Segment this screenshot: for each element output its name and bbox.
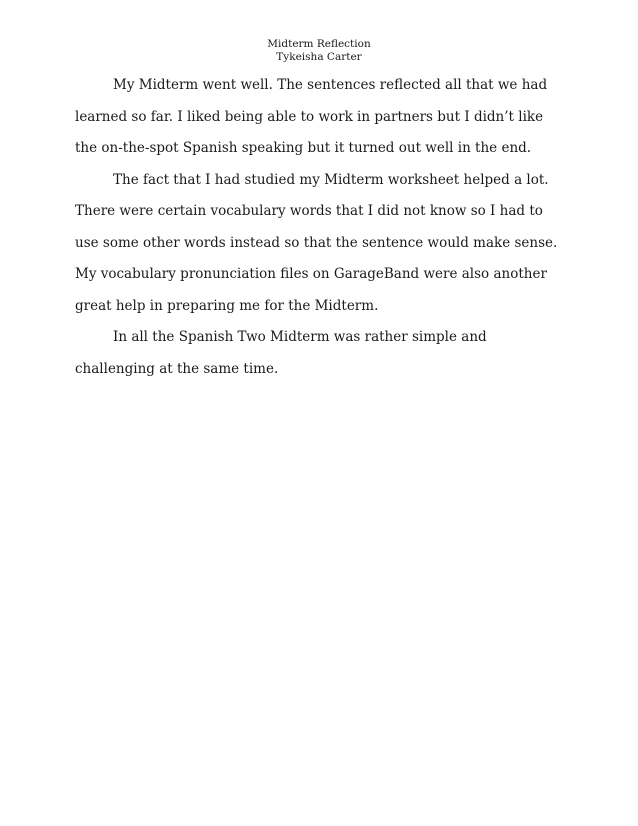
document-header	[0, 38, 638, 64]
document-author: Tykeisha Carter	[276, 51, 362, 63]
document-body	[75, 70, 565, 385]
paragraph-2: The fact that I had studied my Midterm worksheet helped a lot. There were certain vocabulary words that I did not know so I had to use some other words instead so that the sentence would make sense. My vocabulary pronunciation files on GarageBand were also another great help in preparing me for the Midterm.	[75, 171, 558, 314]
document-title: Midterm Reflection	[267, 38, 371, 50]
paragraph-1: My Midterm went well. The sentences reflected all that we had learned so far. I liked being able to work in partners but I didn’t like the on-the-spot Spanish speaking but it turned out well in the end.	[75, 77, 548, 156]
paragraph-3: In all the Spanish Two Midterm was rather simple and challenging at the same time.	[75, 329, 487, 377]
